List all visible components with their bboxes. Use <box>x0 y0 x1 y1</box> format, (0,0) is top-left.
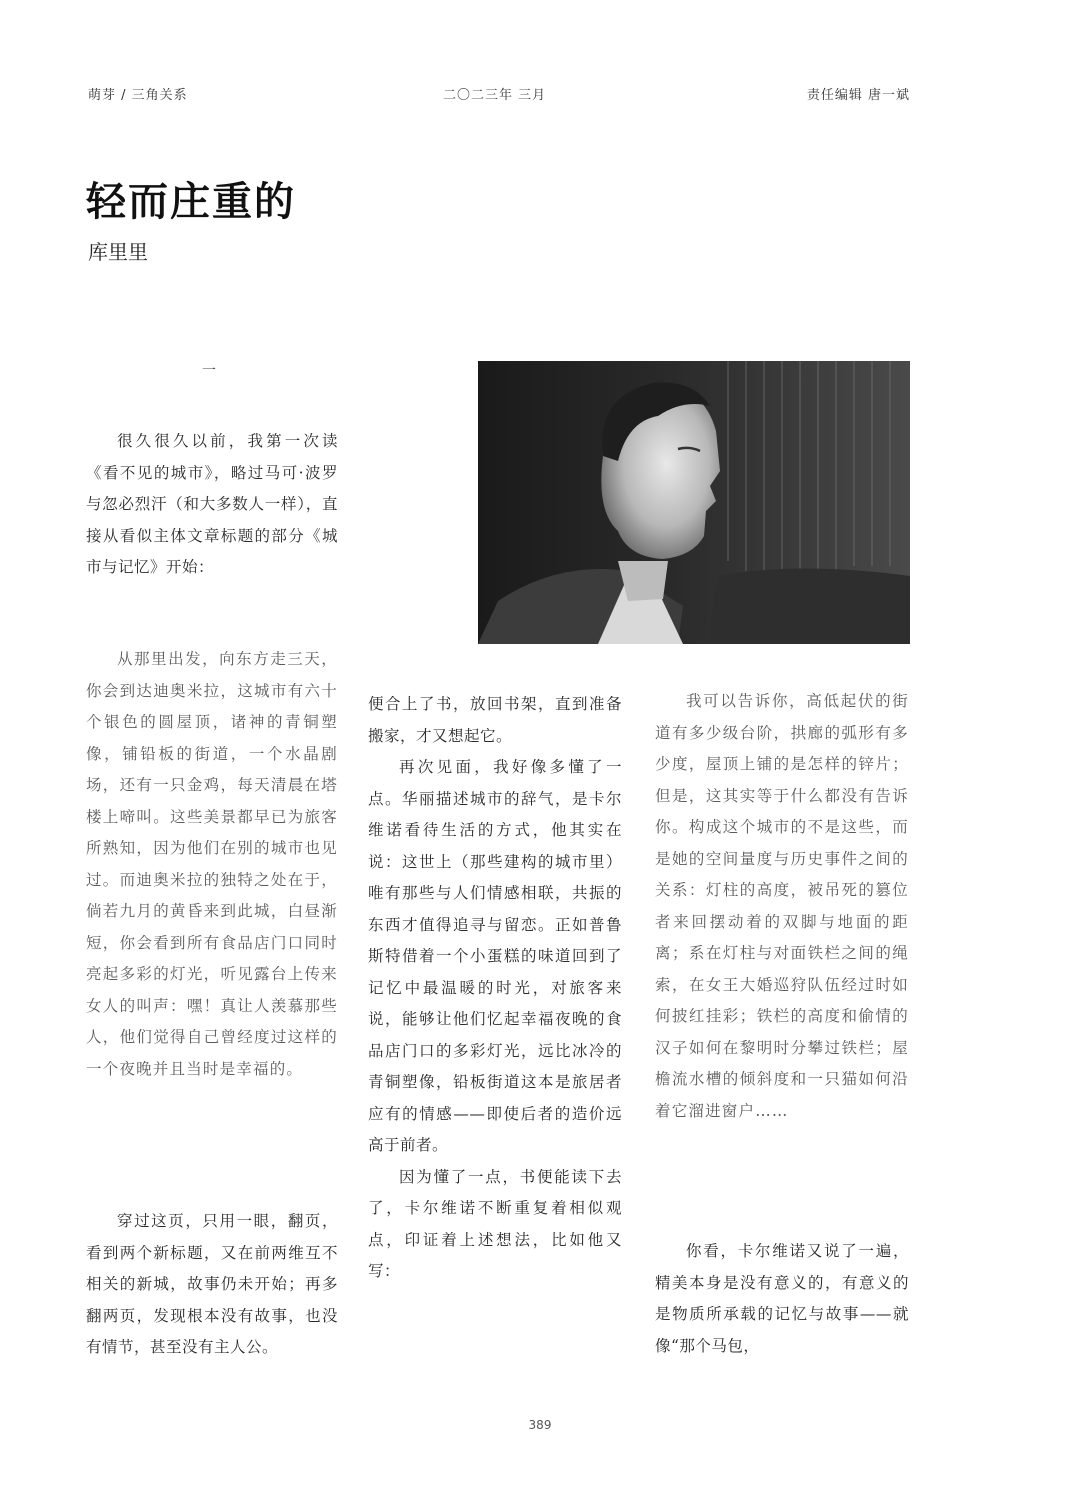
header-issue-date: 二〇二三年 三月 <box>443 88 547 103</box>
portrait-illustration <box>478 361 910 644</box>
header-editor-credit: 责任编辑 唐一斌 <box>806 88 910 103</box>
page-number: 389 <box>528 1418 552 1432</box>
author-portrait-photo <box>478 361 910 644</box>
column-3-continuation <box>655 1236 909 1362</box>
article-author: 库里里 <box>88 240 148 264</box>
paragraph: 便合上了书，放回书架，直到准备搬家，才又想起它。 <box>368 695 622 745</box>
column-3-quote <box>655 686 909 1127</box>
quote-paragraph: 从那里出发，向东方走三天，你会到达迪奥米拉，这城市有六十个银色的圆屋顶，诸神的青铜塑像，铺铅板的街道，一个水晶剧场，还有一只金鸡，每天清晨在塔楼上啼叫。这些美景都早已为旅客所熟知，因为他们在别的城市也见过。而迪奥米拉的独特之处在于，倘若九月的黄昏来到此城，白昼渐短，你会看到所有食品店门口同时亮起多彩的灯光，听见露台上传来女人的叫声：嘿！真让人羡慕那些人，他们觉得自己曾经度过这样的一个夜晚并且当时是幸福的。 <box>86 650 338 1078</box>
paragraph: 因为懂了一点，书便能读下去了，卡尔维诺不断重复着相似观点，印证着上述想法，比如他又写： <box>368 1167 622 1280</box>
article-title: 轻而庄重的 <box>86 178 296 225</box>
paragraph: 很久很久以前，我第一次读《看不见的城市》，略过马可·波罗与忽必烈汗（和大多数人一样），直接从看似主体文章标题的部分《城市与记忆》开始： <box>86 432 338 576</box>
quote-paragraph: 我可以告诉你，高低起伏的街道有多少级台阶，拱廊的弧形有多少度，屋顶上铺的是怎样的锌片；但是，这其实等于什么都没有告诉你。构成这个城市的不是这些，而是她的空间量度与历史事件之间的关系：灯柱的高度，被吊死的篡位者来回摆动着的双脚与地面的距离；系在灯柱与对面铁栏之间的绳索，在女王大婚巡狩队伍经过时如何披红挂彩；铁栏的高度和偷情的汉子如何在黎明时分攀过铁栏；屋檐流水槽的倾斜度和一只猫如何沿着它溜进窗户…… <box>655 692 909 1120</box>
header-section-label: 萌芽 / 三角关系 <box>88 88 188 103</box>
column-2 <box>368 689 622 1288</box>
column-1-intro <box>86 426 338 584</box>
paragraph: 再次见面，我好像多懂了一点。华丽描述城市的辞气，是卡尔维诺看待生活的方式，他其实在说：这世上（那些建构的城市里）唯有那些与人们情感相联，共振的东西才值得追寻与留恋。正如普鲁斯特借着一个小蛋糕的味道回到了记忆中最温暖的时光，对旅客来说，能够让他们忆起幸福夜晚的食品店门口的多彩灯光，远比冰冷的青铜塑像，铅板街道这本是旅居者应有的情感——即使后者的造价远高于前者。 <box>368 758 622 1154</box>
paragraph: 你看，卡尔维诺又说了一遍，精美本身是没有意义的，有意义的是物质所承载的记忆与故事——就像“那个马包， <box>655 1242 909 1355</box>
paragraph: 穿过这页，只用一眼，翻页，看到两个新标题，又在前两维互不相关的新城，故事仍未开始；再多翻两页，发现根本没有故事，也没有情节，甚至没有主人公。 <box>86 1212 338 1356</box>
section-mark: 一 <box>202 363 216 379</box>
column-1-continuation <box>86 1206 338 1364</box>
column-1-quote <box>86 644 338 1085</box>
